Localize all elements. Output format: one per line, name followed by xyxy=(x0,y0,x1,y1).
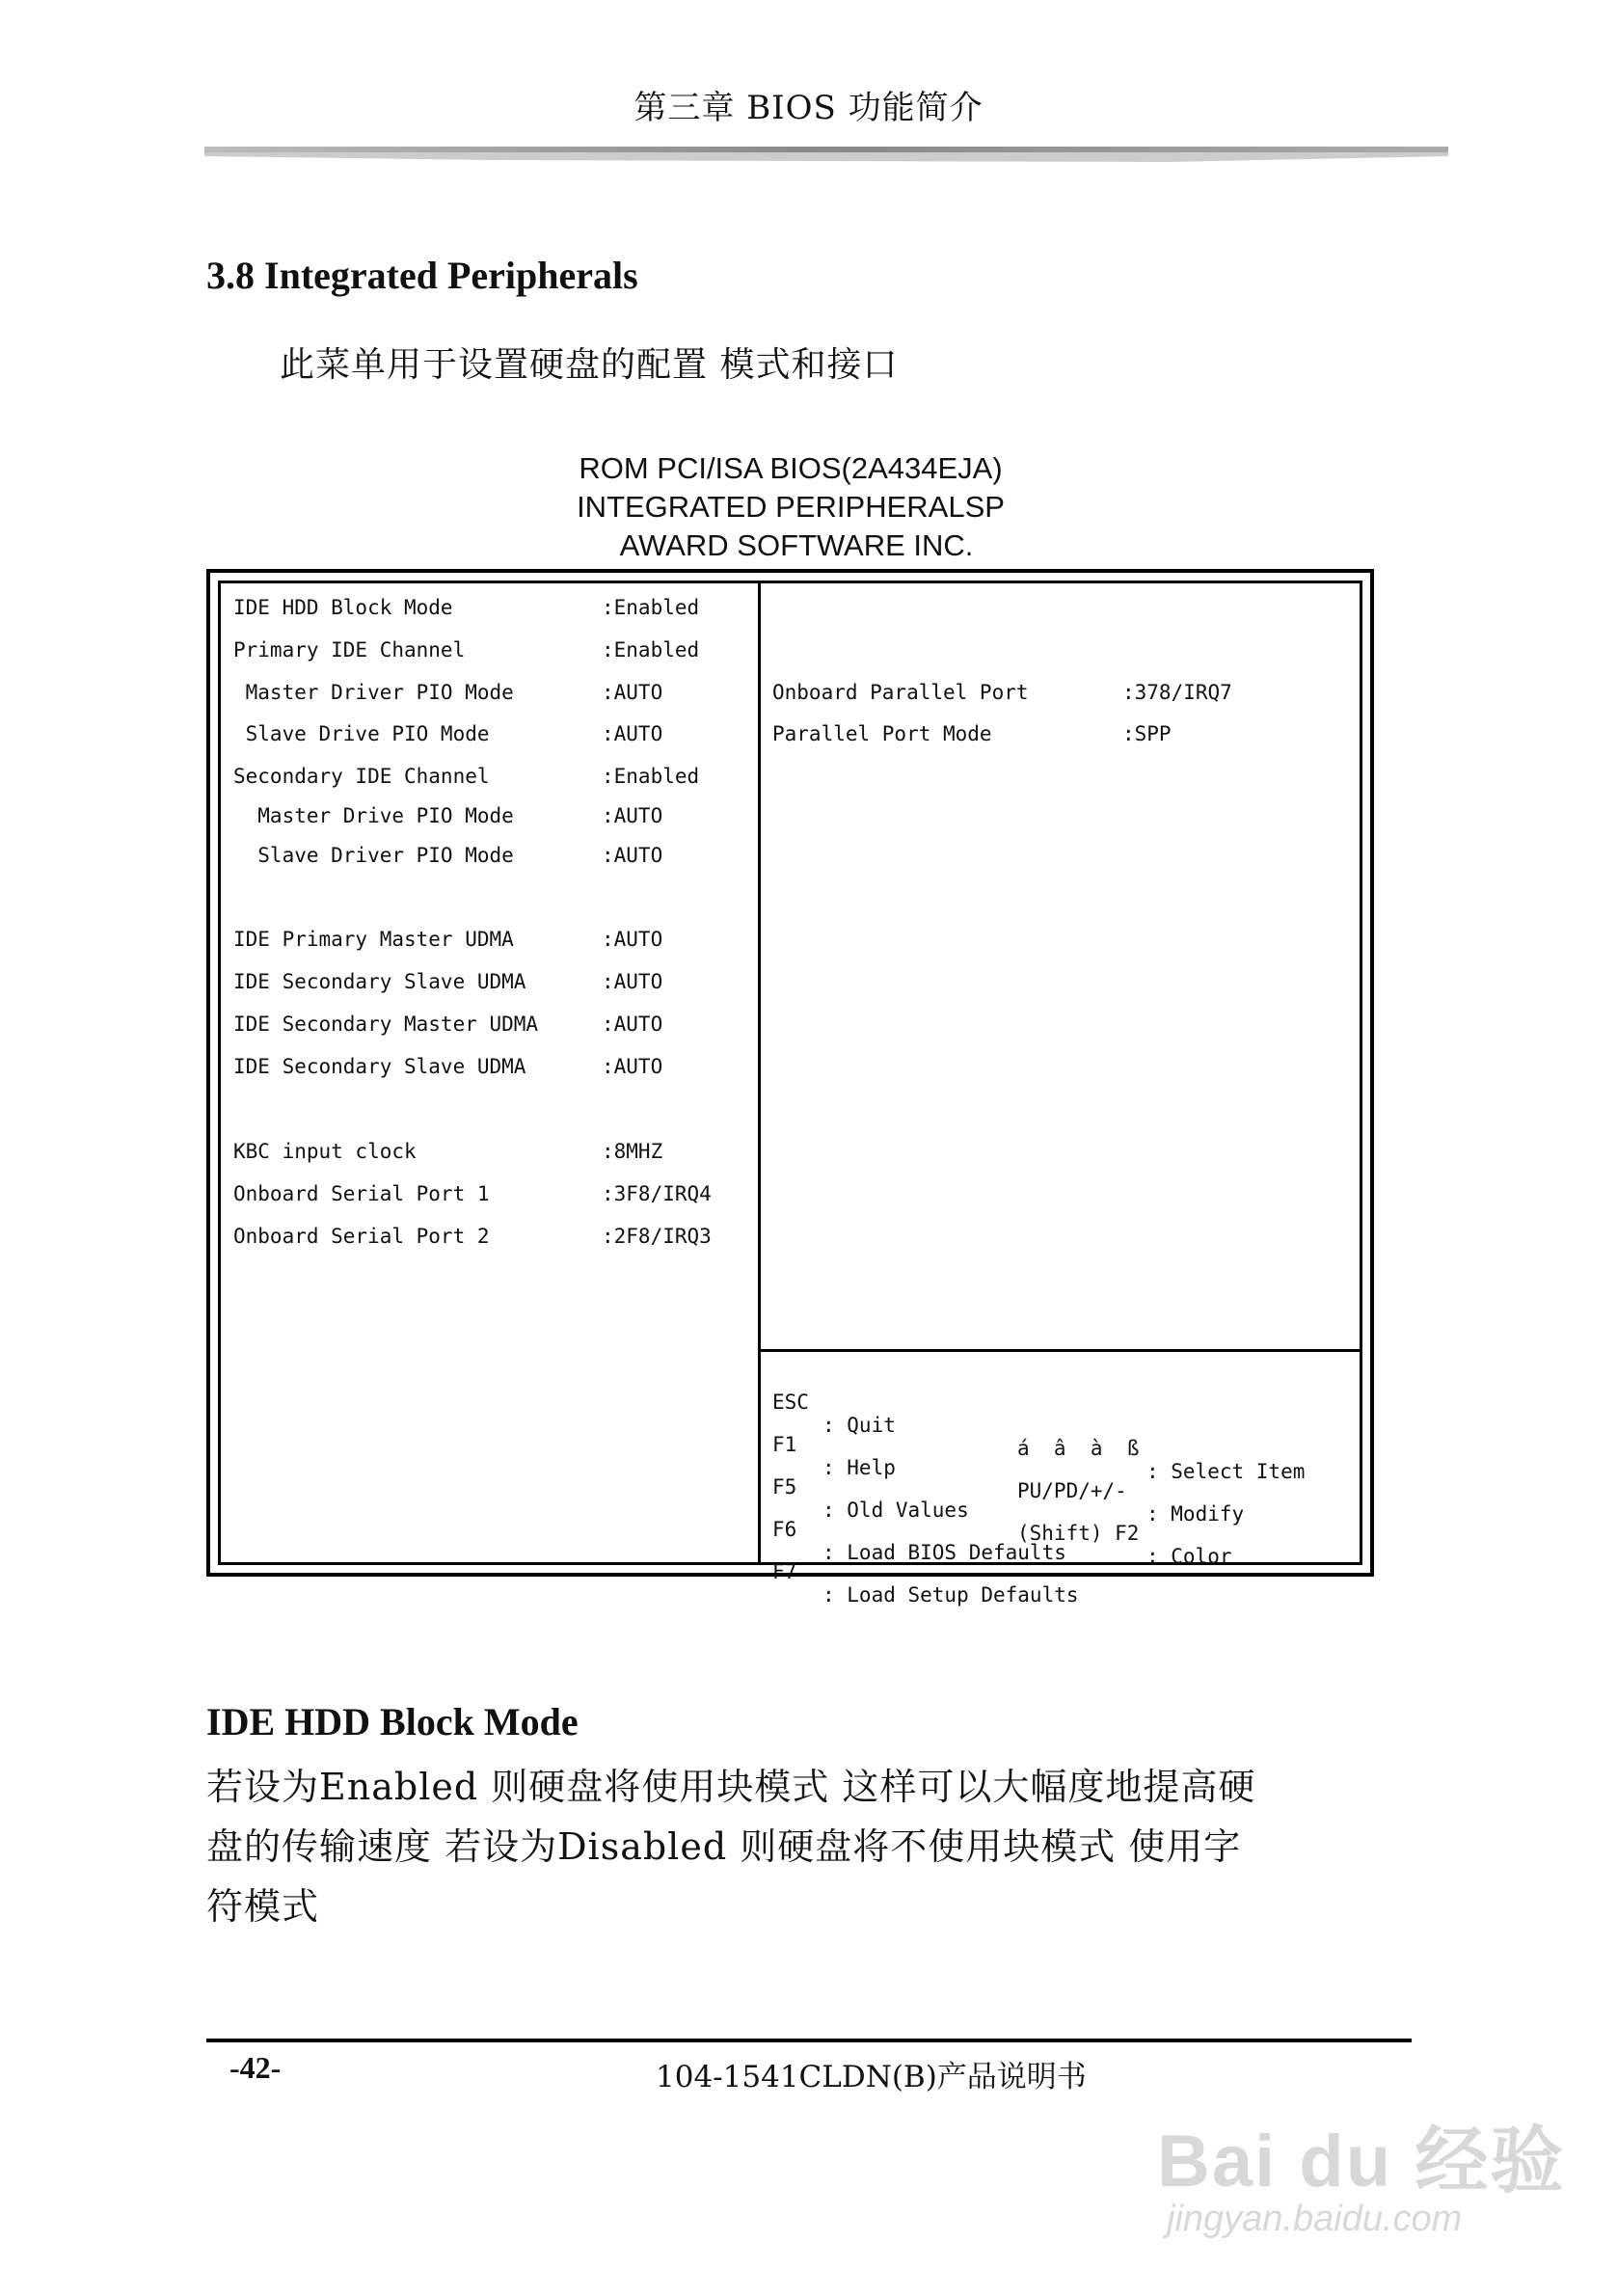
setting-label: Onboard Serial Port 2 xyxy=(233,1225,490,1248)
setting-value: :AUTO xyxy=(602,970,663,993)
help-action: : Color xyxy=(1146,1545,1232,1568)
setting-label: Secondary IDE Channel xyxy=(233,765,490,788)
watermark-logo: Bai du 经验 xyxy=(1157,2120,1566,2202)
setting-value: :AUTO xyxy=(602,1055,663,1078)
help-action: : Quit xyxy=(822,1414,896,1437)
setting-label: IDE Secondary Slave UDMA xyxy=(233,1055,526,1078)
description-line-1: 若设为Enabled 则硬盘将使用块模式 这样可以大幅度地提高硬 xyxy=(206,1766,1256,1808)
setting-value: :AUTO xyxy=(602,844,663,867)
setting-value: :AUTO xyxy=(602,804,663,827)
help-action: : Load BIOS Defaults xyxy=(822,1541,1066,1564)
setting-value: :AUTO xyxy=(602,928,663,951)
left-settings-panel xyxy=(221,583,1360,1248)
help-key: PU/PD/+/- xyxy=(1017,1479,1127,1502)
setting-label: IDE HDD Block Mode xyxy=(233,596,453,619)
setting-label: Master Driver PIO Mode xyxy=(233,681,514,704)
bios-inner-frame xyxy=(218,581,1362,1607)
setting-label: IDE Secondary Slave UDMA xyxy=(233,970,526,993)
setting-value: :AUTO xyxy=(602,1013,663,1036)
description-line-3: 符模式 xyxy=(206,1885,320,1928)
footer-rule xyxy=(206,2039,1412,2042)
setting-label: KBC input clock xyxy=(233,1140,417,1163)
help-action: : Load Setup Defaults xyxy=(822,1583,1079,1607)
setting-value: :Enabled xyxy=(602,765,700,788)
document-title: 104-1541CLDN(B)产品说明书 xyxy=(656,2060,1087,2094)
help-key: F7 xyxy=(772,1560,797,1583)
setting-label: Onboard Parallel Port xyxy=(772,681,1029,704)
setting-label: Primary IDE Channel xyxy=(233,638,466,662)
section-title: 3.8 Integrated Peripherals xyxy=(206,254,638,297)
description-line-2: 盘的传输速度 若设为Disabled 则硬盘将不使用块模式 使用字 xyxy=(206,1825,1242,1868)
setting-value: :SPP xyxy=(1122,722,1172,745)
help-divider xyxy=(758,1349,1360,1352)
setting-value: :AUTO xyxy=(602,681,663,704)
help-key: F6 xyxy=(772,1518,797,1541)
setting-value: :3F8/IRQ4 xyxy=(602,1182,712,1205)
help-action: : Modify xyxy=(1146,1502,1245,1526)
setting-value: :378/IRQ7 xyxy=(1122,681,1232,704)
setting-value: :AUTO xyxy=(602,722,663,745)
setting-value: :2F8/IRQ3 xyxy=(602,1225,712,1248)
setting-label: Parallel Port Mode xyxy=(772,722,992,745)
page-number: -42- xyxy=(229,2050,282,2085)
section-intro: 此菜单用于设置硬盘的配置 模式和接口 xyxy=(280,345,899,385)
bios-caption-line-1: ROM PCI/ISA BIOS(2A434EJA) xyxy=(579,451,1003,485)
chapter-header: 第三章 BIOS 功能简介 xyxy=(633,89,984,127)
help-key: F5 xyxy=(772,1475,797,1499)
setting-label: IDE Secondary Master UDMA xyxy=(233,1013,539,1036)
setting-label: IDE Primary Master UDMA xyxy=(233,928,514,951)
help-key: á â à ß xyxy=(1017,1437,1140,1460)
header-rule xyxy=(204,143,1448,170)
help-action: : Help xyxy=(822,1456,896,1479)
help-key: (Shift) F2 xyxy=(1017,1522,1140,1545)
bios-screen xyxy=(206,569,1374,1607)
watermark-url: jingyan.baidu.com xyxy=(1167,2199,1463,2239)
setting-value: :8MHZ xyxy=(602,1140,663,1163)
setting-label: Slave Drive PIO Mode xyxy=(233,722,490,745)
setting-value: :Enabled xyxy=(602,596,700,619)
setting-value: :Enabled xyxy=(602,638,700,662)
bios-caption-line-2: INTEGRATED PERIPHERALSP xyxy=(577,490,1005,524)
description-heading: IDE HDD Block Mode xyxy=(206,1700,579,1743)
column-divider xyxy=(758,583,761,1562)
help-key: ESC xyxy=(772,1391,809,1414)
bios-caption-line-3: AWARD SOFTWARE INC. xyxy=(619,528,974,562)
setting-label: Master Drive PIO Mode xyxy=(233,804,514,827)
setting-label: Slave Driver PIO Mode xyxy=(233,844,514,867)
help-action: : Old Values xyxy=(822,1499,969,1522)
setting-label: Onboard Serial Port 1 xyxy=(233,1182,490,1205)
help-key: F1 xyxy=(772,1433,797,1456)
help-action: : Select Item xyxy=(1146,1460,1306,1483)
